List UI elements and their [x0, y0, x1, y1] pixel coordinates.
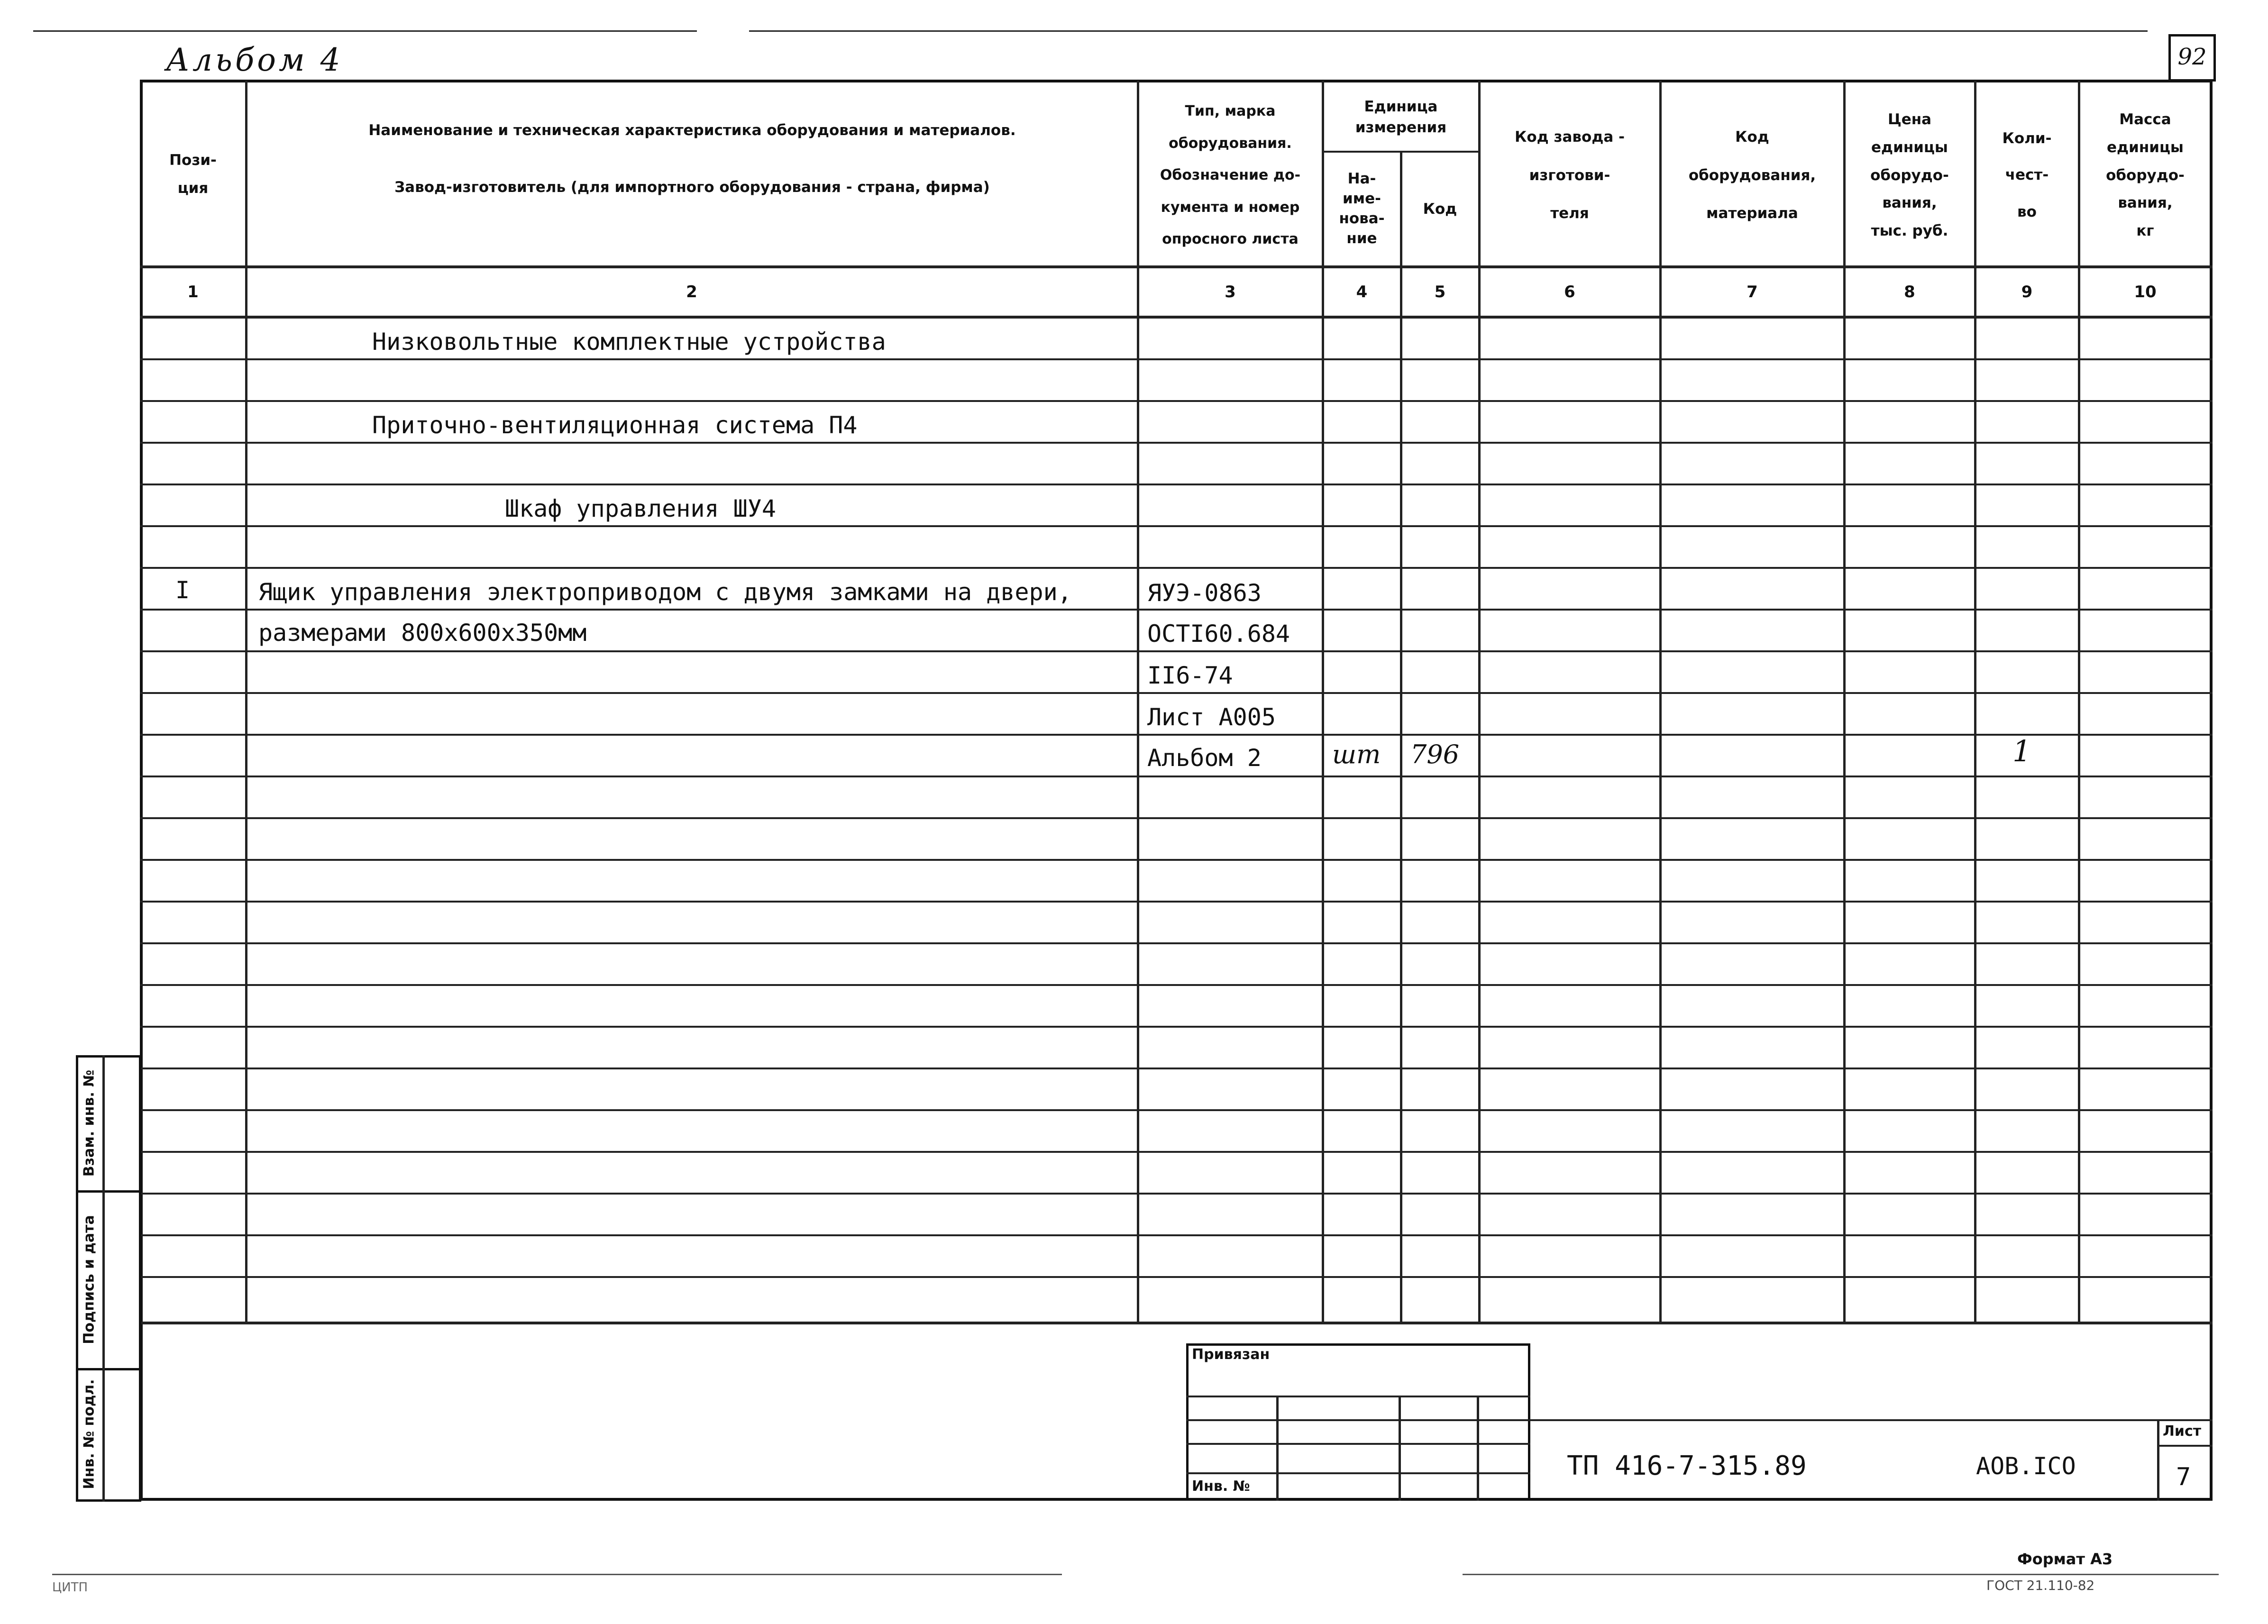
- header-unit-code: Код: [1423, 200, 1457, 218]
- row-section-title-2: Приточно-вентиляционная система П4: [372, 411, 858, 439]
- row-unit-code: 796: [1410, 739, 1460, 769]
- colnum-9: 9: [2021, 283, 2033, 301]
- side-stamp-divider: [102, 1055, 105, 1502]
- gost-label: ГОСТ 21.110-82: [1986, 1578, 2095, 1593]
- row-position-1: I: [175, 576, 190, 604]
- header-unit-group: Единица измерения: [1355, 98, 1447, 136]
- row-item-type-4: Лист А005: [1147, 703, 1276, 731]
- corner-sheet-number: 92: [2177, 44, 2207, 70]
- bottom-margin-line-right: [1463, 1574, 2219, 1575]
- colnum-8: 8: [1904, 283, 1915, 301]
- sheet-cell-line: [2157, 1445, 2213, 1447]
- colnum-2: 2: [686, 283, 697, 301]
- header-type: Тип, марка оборудования. Обозначение до- кумента и номер опросного листа: [1160, 103, 1301, 248]
- row-item-name-1: Ящик управления электроприводом с двумя замками на двери,: [258, 578, 1072, 606]
- colnum-5: 5: [1434, 283, 1446, 301]
- row-item-type-2: ОСТI60.684: [1147, 620, 1290, 648]
- row-section-title-3: Шкаф управления ШУ4: [505, 495, 776, 522]
- header-unit-name: На- име- нова- ние: [1339, 170, 1385, 247]
- left-footer-mark: ЦИТП: [52, 1580, 88, 1595]
- header-equipment-code: Код оборудования, материала: [1688, 128, 1816, 222]
- row-item-type-5: Альбом 2: [1147, 744, 1262, 772]
- colnum-7: 7: [1747, 283, 1758, 301]
- privyazan-col-2: [1399, 1396, 1401, 1501]
- sheet-cell-divider: [2157, 1419, 2159, 1501]
- colnum-bottom-line: [140, 316, 2213, 319]
- inv-no-label: Инв. №: [1192, 1478, 1250, 1495]
- colnum-10: 10: [2134, 283, 2157, 301]
- privyazan-col-3: [1477, 1396, 1479, 1501]
- header-name-line1: Наименование и техническая характеристика оборудования и материалов.: [368, 121, 1016, 139]
- header-mass: Масса единицы оборудо- вания, кг: [2106, 110, 2185, 240]
- sheet-number: 7: [2176, 1463, 2191, 1491]
- colnum-1: 1: [187, 283, 199, 301]
- row-item-name-2: размерами 800х600х350мм: [258, 619, 587, 647]
- header-name-line2: Завод-изготовитель (для импортного оборудования - страна, фирма): [394, 178, 990, 196]
- row-item-type-1: ЯУЭ-0863: [1147, 579, 1262, 607]
- header-quantity: Коли- чест- во: [2002, 129, 2052, 220]
- col-divider-4: [1400, 151, 1402, 1322]
- doc-number: ТП 416-7-315.89: [1567, 1451, 1807, 1481]
- top-margin-line: [33, 30, 697, 32]
- privyazan-label: Привязан: [1192, 1346, 1270, 1363]
- doc-code: АОВ.IСО: [1976, 1452, 2076, 1480]
- format-label: Формат А3: [2017, 1550, 2113, 1568]
- row-unit-name: шт: [1332, 739, 1381, 769]
- side-label-podpis: Подпись и дата: [81, 1215, 98, 1344]
- title-block-top-line: [1530, 1419, 2213, 1421]
- header-factory-code: Код завода - изготови- теля: [1515, 128, 1625, 222]
- side-label-vzam: Взам. инв. №: [81, 1069, 98, 1177]
- row-section-title-1: Низковольтные комплектные устройства: [372, 328, 886, 356]
- header-price: Цена единицы оборудо- вания, тыс. руб.: [1870, 110, 1949, 240]
- bottom-margin-line-left: [52, 1574, 1062, 1575]
- side-label-inv-podl: Инв. № подл.: [81, 1379, 98, 1489]
- colnum-6: 6: [1564, 283, 1575, 301]
- sheet-label: Лист: [2163, 1423, 2202, 1440]
- colnum-3: 3: [1225, 283, 1236, 301]
- row-quantity: 1: [2012, 734, 2031, 768]
- colnum-4: 4: [1356, 283, 1368, 301]
- album-label: Альбом 4: [166, 42, 343, 78]
- top-margin-line-right: [749, 30, 2148, 32]
- privyazan-col-1: [1276, 1396, 1279, 1501]
- row-item-type-3: II6-74: [1147, 662, 1233, 689]
- header-position: Пози- ция: [169, 151, 217, 197]
